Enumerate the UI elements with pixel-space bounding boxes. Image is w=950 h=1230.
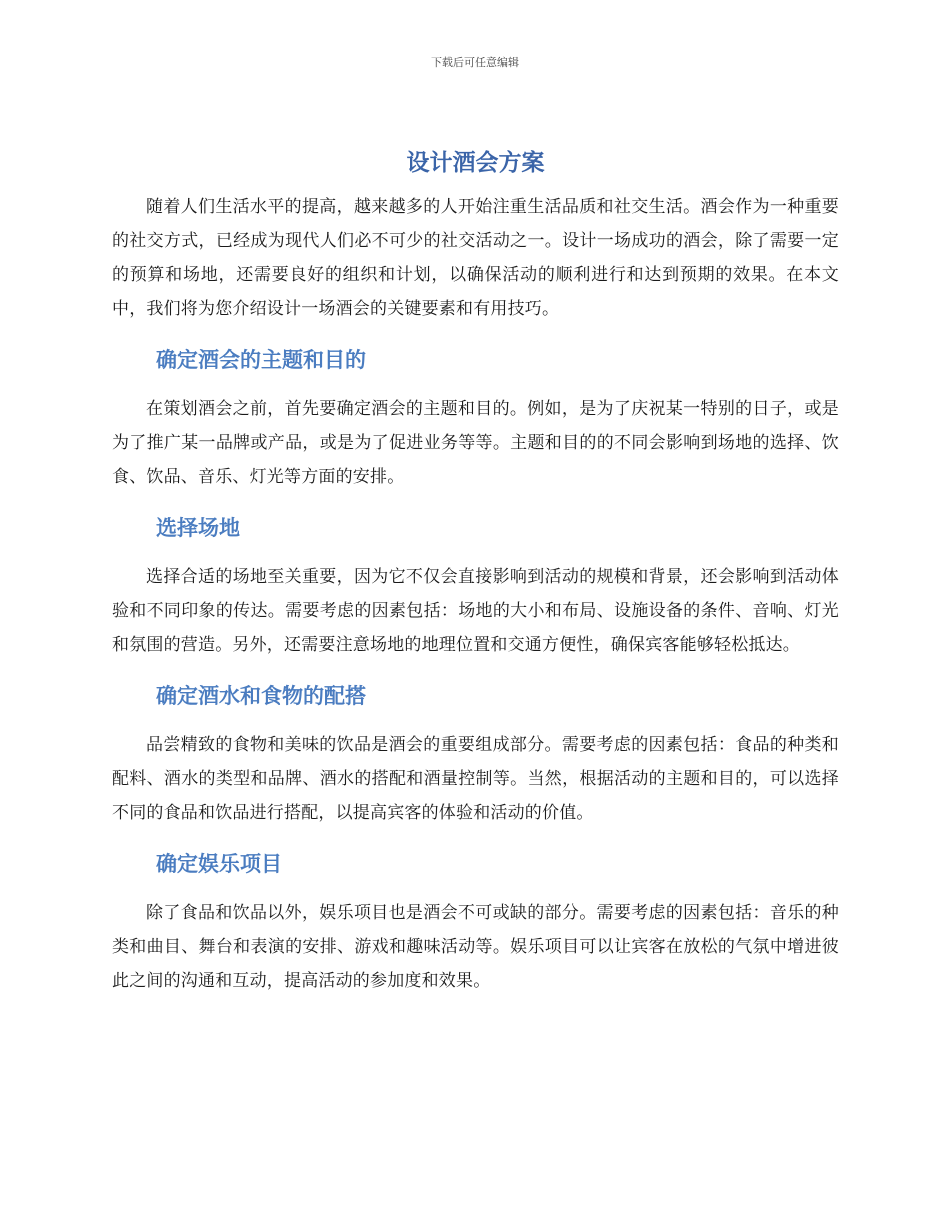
section-heading-food-drinks: 确定酒水和食物的配搭 xyxy=(156,684,366,708)
section-heading-theme: 确定酒会的主题和目的 xyxy=(156,348,366,372)
document-body xyxy=(112,146,839,998)
intro-paragraph: 随着人们生活水平的提高，越来越多的人开始注重生活品质和社交生活。酒会作为一种重要的社交方式，已经成为现代人们必不可少的社交活动之一。设计一场成功的酒会，除了需要一定的预算和场地，还需要良好的组织和计划，以确保活动的顺利进行和达到预期的效果。在本文中，我们将为您介绍设计一场酒会的关键要素和有用技巧。 xyxy=(112,197,839,319)
section-body-entertainment: 除了食品和饮品以外，娱乐项目也是酒会不可或缺的部分。需要考虑的因素包括：音乐的种类和曲目、舞台和表演的安排、游戏和趣味活动等。娱乐项目可以让宾客在放松的气氛中增进彼此之间的沟通和互动，提高活动的参加度和效果。 xyxy=(112,903,839,991)
section-body-venue: 选择合适的场地至关重要，因为它不仅会直接影响到活动的规模和背景，还会影响到活动体验和不同印象的传达。需要考虑的因素包括：场地的大小和布局、设施设备的条件、音响、灯光和氛围的营造。另外，还需要注意场地的地理位置和交通方便性，确保宾客能够轻松抵达。 xyxy=(112,567,839,655)
section-body-theme: 在策划酒会之前，首先要确定酒会的主题和目的。例如，是为了庆祝某一特别的日子，或是为了推广某一品牌或产品，或是为了促进业务等等。主题和目的的不同会影响到场地的选择、饮食、饮品、音乐、灯光等方面的安排。 xyxy=(112,399,839,487)
section-heading-entertainment: 确定娱乐项目 xyxy=(156,852,282,876)
section-heading-venue: 选择场地 xyxy=(156,516,240,540)
document-title: 设计酒会方案 xyxy=(406,150,545,176)
section-body-food-drinks: 品尝精致的食物和美味的饮品是酒会的重要组成部分。需要考虑的因素包括：食品的种类和配料、酒水的类型和品牌、酒水的搭配和酒量控制等。当然，根据活动的主题和目的，可以选择不同的食品和饮品进行搭配，以提高宾客的体验和活动的价值。 xyxy=(112,735,839,823)
header-note: 下载后可任意编辑 xyxy=(431,56,519,69)
